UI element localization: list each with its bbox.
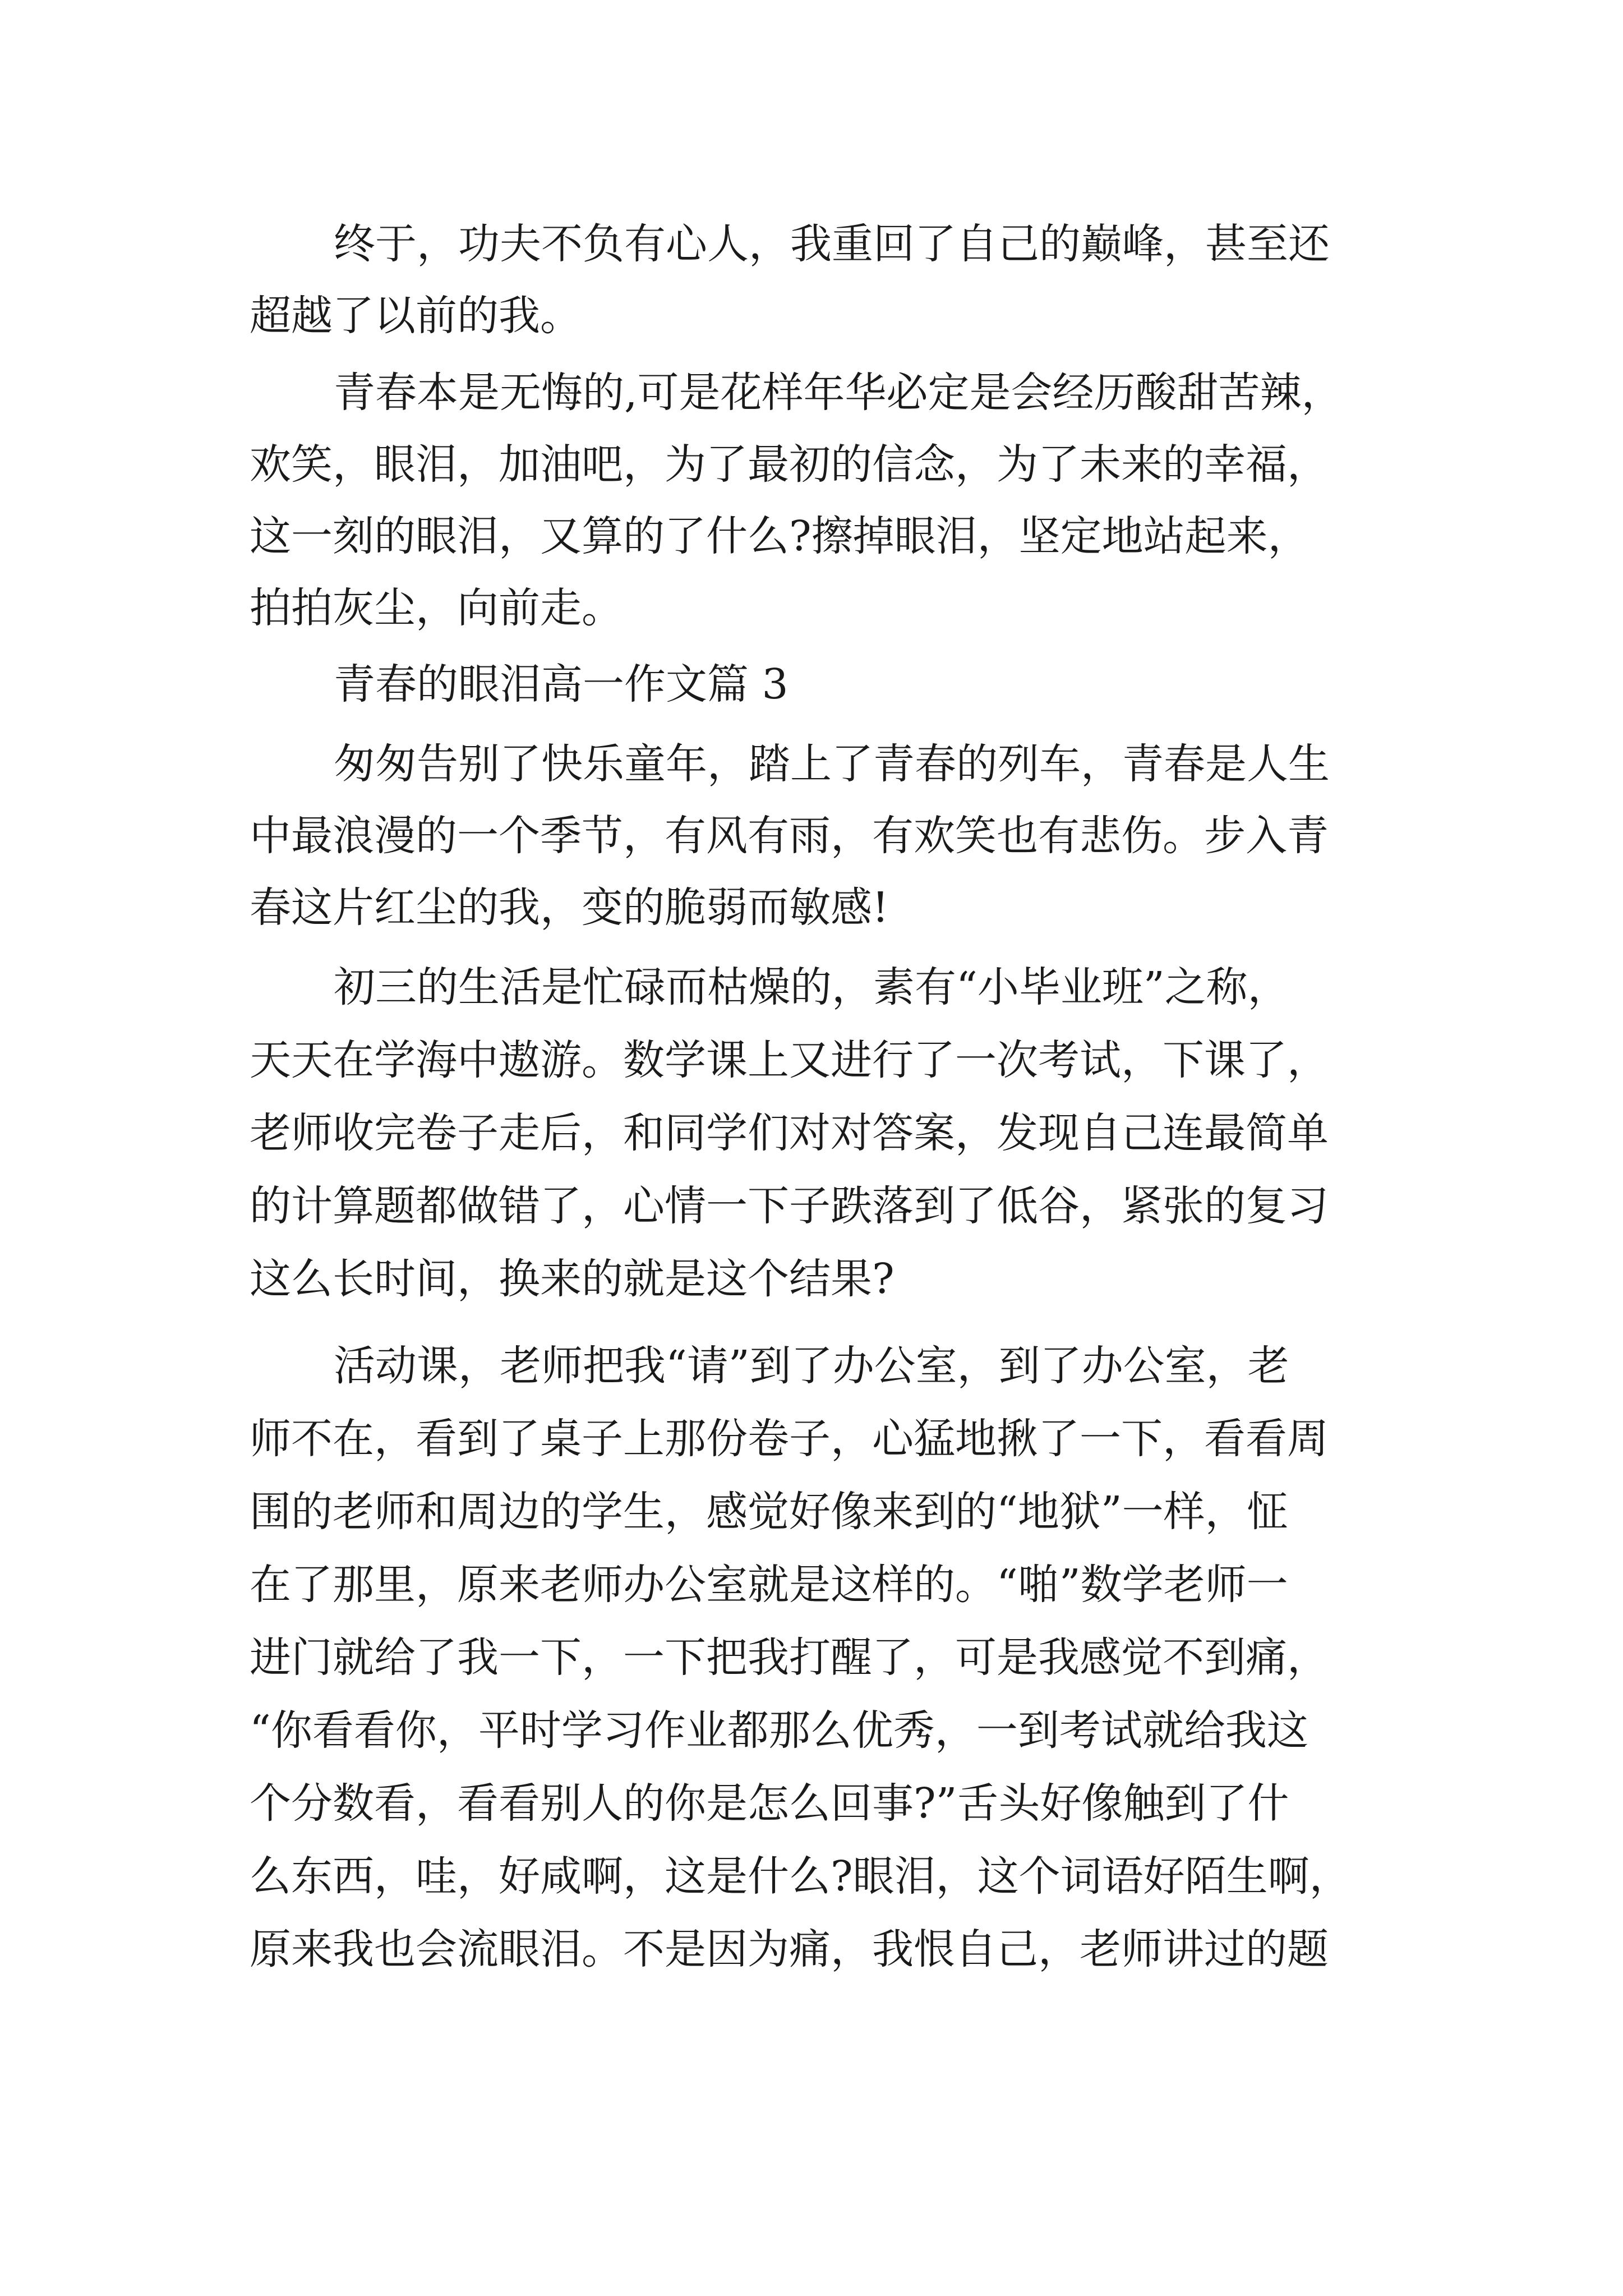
- paragraph-3-line-2: 中最浪漫的一个季节，有风有雨，有欢笑也有悲伤。步入青: [250, 812, 1329, 860]
- paragraph-1-line-1: 终于，功夫不负有心人，我重回了自己的巅峰，甚至还: [334, 220, 1330, 268]
- paragraph-4-line-1: 初三的生活是忙碌而枯燥的，素有“小毕业班”之称，: [334, 963, 1289, 1011]
- paragraph-4-line-2: 天天在学海中遨游。数学课上又进行了一次考试，下课了，: [250, 1036, 1329, 1084]
- paragraph-5-line-2: 师不在，看到了桌子上那份卷子，心猛地揪了一下，看看周: [250, 1415, 1329, 1463]
- paragraph-2-line-3: 这一刻的眼泪，又算的了什么?擦掉眼泪，坚定地站起来，: [250, 512, 1310, 560]
- paragraph-3-line-1: 匆匆告别了快乐童年，踏上了青春的列车，青春是人生: [334, 740, 1330, 788]
- paragraph-3-line-3: 春这片红尘的我，变的脆弱而敏感!: [250, 884, 889, 932]
- paragraph-2-line-4: 拍拍灰尘，向前走。: [250, 584, 623, 632]
- paragraph-5-line-9: 原来我也会流眼泪。不是因为痛，我恨自己，老师讲过的题: [250, 1925, 1329, 1973]
- paragraph-5-line-7: 个分数看，看看别人的你是怎么回事?”舌头好像触到了什: [250, 1779, 1289, 1828]
- paragraph-5-line-4: 在了那里，原来老师办公室就是这样的。“啪”数学老师一: [250, 1561, 1288, 1609]
- paragraph-4-line-4: 的计算题都做错了，心情一下子跌落到了低谷，紧张的复习: [250, 1182, 1329, 1230]
- paragraph-2-line-2: 欢笑，眼泪，加油吧，为了最初的信念，为了未来的幸福，: [250, 440, 1329, 489]
- paragraph-2-line-1: 青春本是无悔的,可是花样年华必定是会经历酸甜苦辣，: [334, 369, 1343, 417]
- section-heading: 青春的眼泪高一作文篇 3: [334, 660, 789, 708]
- paragraph-5-line-1: 活动课，老师把我“请”到了办公室，到了办公室，老: [334, 1342, 1289, 1390]
- paragraph-5-line-5: 进门就给了我一下，一下把我打醒了，可是我感觉不到痛，: [250, 1634, 1329, 1682]
- paragraph-4-line-5: 这么长时间，换来的就是这个结果?: [250, 1255, 895, 1303]
- paragraph-1-line-2: 超越了以前的我。: [250, 292, 582, 340]
- paragraph-5-line-3: 围的老师和周边的学生，感觉好像来到的“地狱”一样，怔: [250, 1488, 1288, 1536]
- paragraph-5-line-6: “你看看你，平时学习作业都那么优秀，一到考试就给我这: [250, 1706, 1308, 1755]
- paragraph-5-line-8: 么东西，哇，好咸啊，这是什么?眼泪，这个词语好陌生啊，: [250, 1852, 1351, 1901]
- paragraph-4-line-3: 老师收完卷子走后，和同学们对对答案，发现自己连最简单: [250, 1109, 1329, 1157]
